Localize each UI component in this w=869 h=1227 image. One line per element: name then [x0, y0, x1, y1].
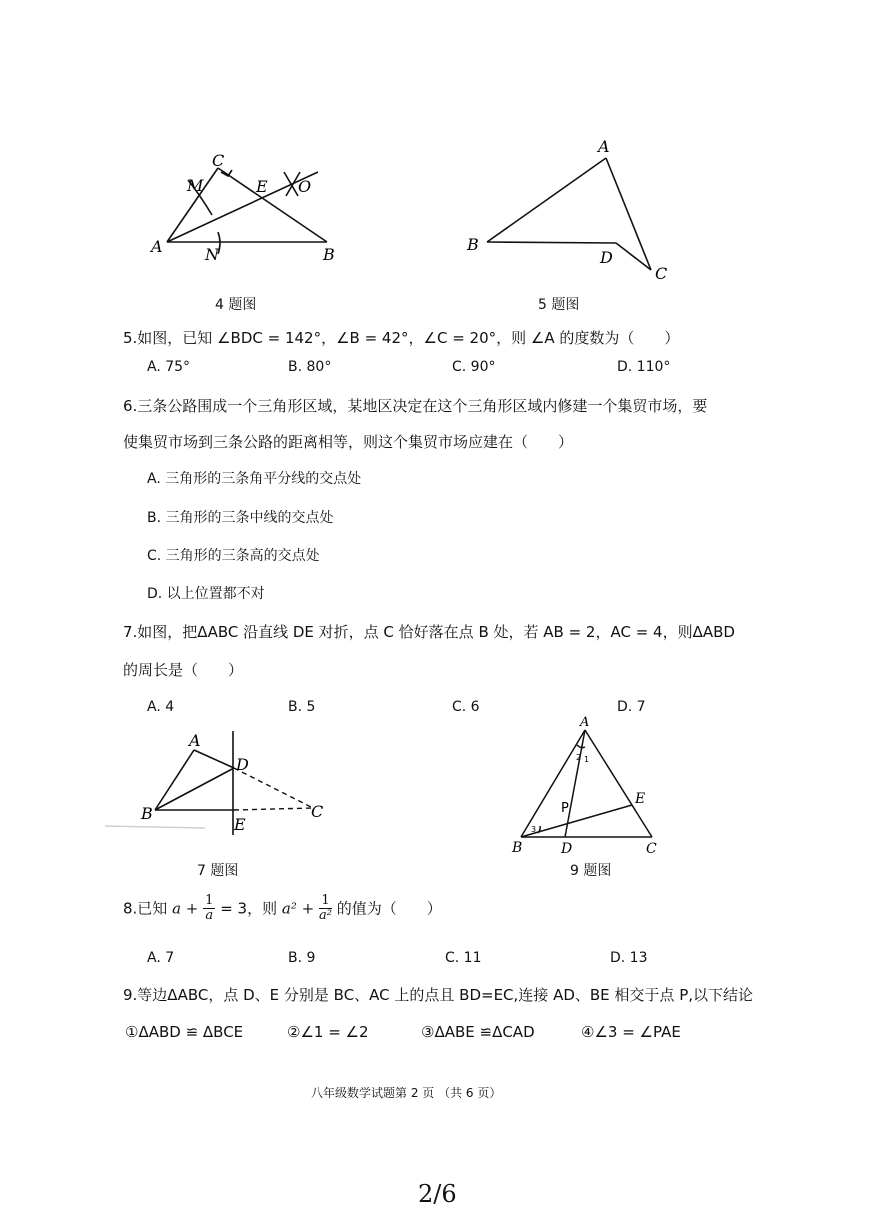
fig4-label-C: C	[212, 151, 225, 170]
q8-frac1-num: 1	[205, 893, 214, 908]
q5-option-c: C. 90°	[452, 359, 496, 375]
q8-option-b: B. 9	[288, 950, 316, 966]
q8-option-c: C. 11	[445, 950, 482, 966]
q7-option-c: C. 6	[452, 699, 480, 715]
q9-conclusion-3: ③ΔABE ≌ΔCAD	[421, 1023, 535, 1041]
fig4-label-O: O	[298, 177, 312, 196]
q8-frac2-den: a²	[318, 908, 332, 923]
q7-option-a: A. 4	[147, 699, 175, 715]
q8-prefix: 8.已知	[123, 899, 168, 918]
fig5-label-B: B	[467, 235, 479, 254]
fig9-label-B: B	[512, 840, 523, 856]
q8-option-d: D. 13	[610, 950, 648, 966]
fig7-label-A: A	[189, 731, 201, 750]
q7-stem-line2: 的周长是（ ）	[123, 661, 244, 679]
q8-expr2-a: a² +	[281, 899, 315, 918]
q8-expr1-eq: = 3，则	[220, 899, 278, 918]
fig9-label-3: 3	[531, 825, 537, 834]
q6-stem-line2: 使集贸市场到三条公路的距离相等，则这个集贸市场应建在（ ）	[123, 433, 574, 451]
q8-frac2	[319, 894, 332, 923]
q8-expr1-a: a +	[172, 899, 199, 918]
fig4-label-A: A	[151, 237, 163, 256]
q5-option-d: D. 110°	[617, 359, 671, 375]
q5-option-b: B. 80°	[288, 359, 332, 375]
fig7-label-D: D	[236, 755, 249, 774]
fig9-caption: 9 题图	[570, 863, 612, 879]
q9-stem: 9.等边ΔABC，点 D、E 分别是 BC、AC 上的点且 BD=EC,连接 AD、BE 相交于点 P,以下结论	[123, 986, 754, 1004]
q5-stem: 5.如图，已知 ∠BDC = 142°，∠B = 42°，∠C = 20°，则 ∠A 的度数为（ ）	[123, 329, 680, 347]
q8-suffix: 的值为（ ）	[336, 899, 442, 918]
q6-option-a: A. 三角形的三条角平分线的交点处	[147, 471, 362, 487]
q6-option-d: D. 以上位置都不对	[147, 586, 265, 602]
q9-conclusion-2: ②∠1 = ∠2	[287, 1023, 369, 1041]
fig4-label-M: M	[187, 176, 204, 195]
q9-conclusion-1: ①ΔABD ≌ ΔBCE	[125, 1023, 244, 1041]
fig4-label-N: N	[205, 245, 219, 264]
fig9-label-2: 2	[576, 753, 582, 762]
q8-stem	[123, 894, 442, 934]
q6-option-c: C. 三角形的三条高的交点处	[147, 548, 320, 564]
fig7-caption: 7 题图	[197, 863, 239, 879]
fig9-label-E: E	[635, 791, 646, 807]
fig9-label-C: C	[646, 841, 657, 857]
fig7-label-C: C	[311, 802, 324, 821]
fig5-label-A: A	[598, 137, 610, 156]
q6-stem-line1: 6.三条公路围成一个三角形区域，某地区决定在这个三角形区域内修建一个集贸市场，要	[123, 397, 708, 415]
q8-option-a: A. 7	[147, 950, 175, 966]
page-number: 2/6	[418, 1180, 457, 1208]
fig5-caption: 5 题图	[538, 297, 580, 313]
fig4-label-E: E	[256, 177, 268, 196]
fig5-label-C: C	[655, 264, 668, 283]
fig4-caption: 4 题图	[215, 297, 257, 313]
q8-frac2-num: 1	[319, 894, 332, 909]
q9-conclusion-4: ④∠3 = ∠PAE	[581, 1023, 681, 1041]
q8-frac1	[203, 894, 215, 923]
q7-stem-line1: 7.如图，把ΔABC 沿直线 DE 对折，点 C 恰好落在点 B 处，若 AB = 2，AC = 4，则ΔABD	[123, 623, 735, 641]
fig7-label-B: B	[141, 804, 153, 823]
fig7-label-E: E	[234, 815, 246, 834]
page-footer: 八年级数学试题第 2 页 （共 6 页）	[311, 1086, 502, 1100]
q5-option-a: A. 75°	[147, 359, 191, 375]
fig9-label-D: D	[561, 841, 573, 857]
fig9-label-1: 1	[584, 755, 590, 764]
q7-option-b: B. 5	[288, 699, 316, 715]
fig5-label-D: D	[600, 248, 613, 267]
q6-option-b: B. 三角形的三条中线的交点处	[147, 510, 334, 526]
fig4-label-B: B	[323, 245, 335, 264]
q8-frac1-den: a	[205, 908, 214, 923]
fig9-label-P: P	[561, 801, 569, 816]
q7-option-d: D. 7	[617, 699, 646, 715]
fig9-label-A: A	[580, 715, 590, 730]
